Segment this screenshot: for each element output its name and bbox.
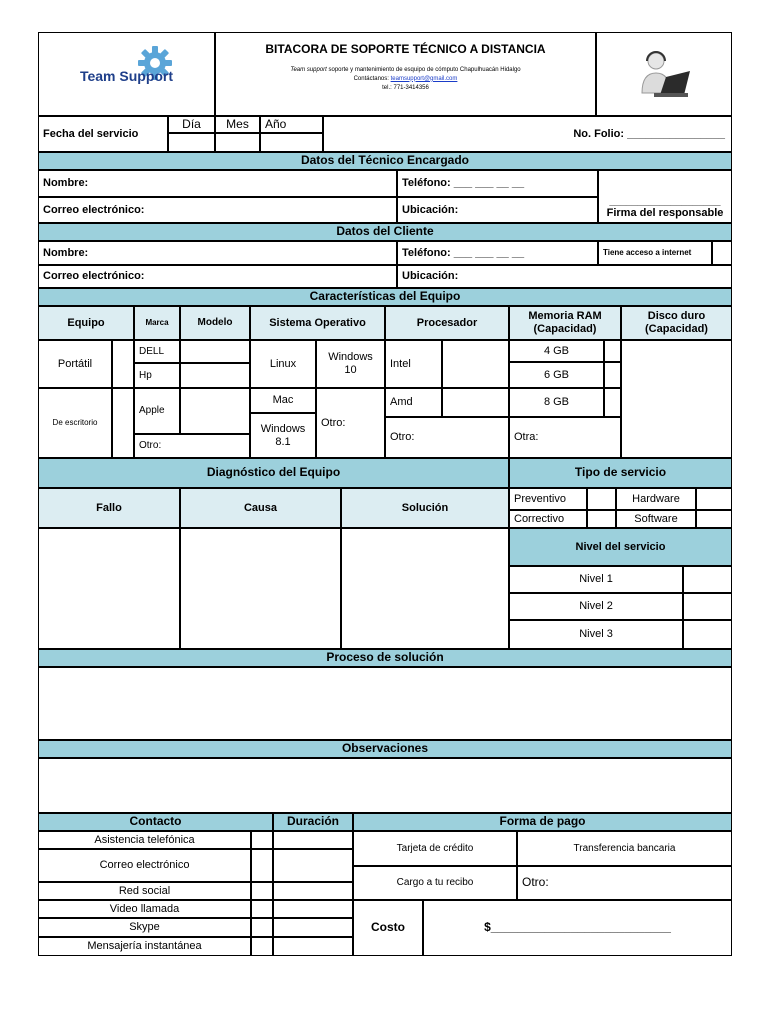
diagnostico-header: Diagnóstico del Equipo [38, 458, 509, 488]
duracion-correo[interactable] [273, 849, 353, 882]
cliente-correo[interactable]: Correo electrónico: [38, 265, 397, 288]
equipo-header: Características del Equipo [38, 288, 732, 306]
pago-cargo[interactable]: Cargo a tu recibo [353, 866, 517, 900]
tipo-software: Software [616, 510, 696, 528]
duracion-video[interactable] [273, 900, 353, 918]
cliente-header: Datos del Cliente [38, 223, 732, 241]
col-so: Sistema Operativo [250, 306, 385, 340]
nivel-1: Nivel 1 [509, 566, 683, 593]
proc-amd: Amd [385, 388, 442, 417]
pago-tarjeta[interactable]: Tarjeta de crédito [353, 831, 517, 866]
mes-label: Mes [215, 116, 260, 133]
pago-header: Forma de pago [353, 813, 732, 831]
cliente-nombre[interactable]: Nombre: [38, 241, 397, 265]
nivel-servicio-header: Nivel del servicio [509, 528, 732, 566]
so-otro[interactable]: Otro: [316, 388, 385, 458]
nivel-3-check[interactable] [683, 620, 732, 649]
anio-field[interactable] [260, 133, 323, 152]
proc-otro[interactable]: Otro: [385, 417, 509, 458]
contacto-telefonica-check[interactable] [251, 831, 273, 849]
escritorio-check[interactable] [112, 388, 134, 458]
pago-otro[interactable]: Otro: [517, 866, 732, 900]
firma-label: Firma del responsable [606, 207, 724, 220]
contacto-mensajeria-check[interactable] [251, 937, 273, 956]
tecnico-telefono[interactable]: Teléfono: ___ ___ __ __ [397, 170, 598, 197]
preventivo-check[interactable] [587, 488, 616, 510]
firma-cell[interactable] [598, 170, 732, 223]
folio-cell [323, 116, 732, 152]
dia-label: Día [168, 116, 215, 133]
support-agent-icon [636, 49, 692, 99]
form-title: BITACORA DE SOPORTE TÉCNICO A DISTANCIA [265, 42, 546, 56]
tipo-correctivo: Correctivo [509, 510, 587, 528]
email-link[interactable]: teamsupport@gmail.com [390, 75, 458, 82]
col-ram: Memoria RAM (Capacidad) [509, 306, 621, 340]
contacto-telefonica: Asistencia telefónica [38, 831, 251, 849]
col-procesador: Procesador [385, 306, 509, 340]
contacto-correo-check[interactable] [251, 849, 273, 882]
support-image-cell [596, 32, 732, 116]
col-equipo: Equipo [38, 306, 134, 340]
ram-otra[interactable]: Otra: [509, 417, 621, 458]
solucion-field[interactable] [341, 528, 509, 649]
fecha-label: Fecha del servicio [38, 116, 168, 152]
title-cell [215, 32, 596, 116]
contacto-video-check[interactable] [251, 900, 273, 918]
col-solucion: Solución [341, 488, 509, 528]
portatil-check[interactable] [112, 340, 134, 388]
disco-field[interactable] [621, 340, 732, 458]
modelo-hp[interactable] [180, 363, 250, 388]
nivel-2: Nivel 2 [509, 593, 683, 620]
proc-intel: Intel [385, 340, 442, 388]
duracion-skype[interactable] [273, 918, 353, 937]
proceso-header: Proceso de solución [38, 649, 732, 667]
costo-field[interactable]: $___________________________ [423, 900, 732, 956]
anio-label: Año [260, 116, 323, 133]
contacto-correo: Correo electrónico [38, 849, 251, 882]
col-modelo: Modelo [180, 306, 250, 340]
contacto-red-social-check[interactable] [251, 882, 273, 900]
duracion-telefonica[interactable] [273, 831, 353, 849]
software-check[interactable] [696, 510, 732, 528]
contact-line [354, 76, 458, 83]
tecnico-ubicacion[interactable]: Ubicación: [397, 197, 598, 223]
phone-line: tel.: 771-3414356 [382, 84, 429, 91]
nivel-1-check[interactable] [683, 566, 732, 593]
ram-6gb: 6 GB [509, 362, 604, 388]
correctivo-check[interactable] [587, 510, 616, 528]
costo-label: Costo [353, 900, 423, 956]
so-windows10: Windows 10 [316, 340, 385, 388]
col-marca: Marca [134, 306, 180, 340]
cliente-ubicacion[interactable]: Ubicación: [397, 265, 732, 288]
col-disco: Disco duro (Capacidad) [621, 306, 732, 340]
contacto-skype-check[interactable] [251, 918, 273, 937]
so-windows81: Windows 8.1 [250, 413, 316, 458]
tipo-servicio-header: Tipo de servicio [509, 458, 732, 488]
modelo-apple[interactable] [180, 388, 250, 434]
marca-hp: Hp [134, 363, 180, 388]
contacto-red-social: Red social [38, 882, 251, 900]
ram-6gb-check[interactable] [604, 362, 621, 388]
nivel-3: Nivel 3 [509, 620, 683, 649]
nivel-2-check[interactable] [683, 593, 732, 620]
hardware-check[interactable] [696, 488, 732, 510]
equipo-portatil: Portátil [38, 340, 112, 388]
tipo-preventivo: Preventivo [509, 488, 587, 510]
internet-check[interactable] [712, 241, 732, 265]
company-line [290, 67, 520, 74]
intel-check[interactable] [442, 340, 509, 388]
contacto-video: Video llamada [38, 900, 251, 918]
so-linux: Linux [250, 340, 316, 388]
folio-label: No. Folio: ________________ [573, 127, 725, 140]
contacto-skype: Skype [38, 918, 251, 937]
proceso-field[interactable] [38, 667, 732, 740]
fallo-field[interactable] [38, 528, 180, 649]
marca-otro[interactable]: Otro: [134, 434, 250, 458]
company-name: Team support [290, 66, 327, 73]
tecnico-nombre[interactable]: Nombre: [38, 170, 397, 197]
ram-8gb: 8 GB [509, 388, 604, 417]
so-mac: Mac [250, 388, 316, 413]
internet-label: Tiene acceso a internet [598, 241, 712, 265]
marca-dell: DELL [134, 340, 180, 363]
tecnico-header: Datos del Técnico Encargado [38, 152, 732, 170]
ram-4gb-check[interactable] [604, 340, 621, 362]
logo-cell [38, 32, 215, 116]
tipo-hardware: Hardware [616, 488, 696, 510]
cliente-telefono[interactable]: Teléfono: ___ ___ __ __ [397, 241, 598, 265]
modelo-dell[interactable] [180, 340, 250, 363]
observaciones-field[interactable] [38, 758, 732, 813]
pago-transferencia[interactable]: Transferencia bancaria [517, 831, 732, 866]
contacto-header: Contacto [38, 813, 273, 831]
firma-line: ____________________ [609, 195, 721, 207]
tecnico-correo[interactable]: Correo electrónico: [38, 197, 397, 223]
duracion-red-social[interactable] [273, 882, 353, 900]
logo-text: Team Support [79, 67, 174, 84]
ram-4gb: 4 GB [509, 340, 604, 362]
ram-8gb-check[interactable] [604, 388, 621, 417]
amd-check[interactable] [442, 388, 509, 417]
equipo-escritorio: De escritorio [38, 388, 112, 458]
causa-field[interactable] [180, 528, 341, 649]
col-causa: Causa [180, 488, 341, 528]
marca-apple: Apple [134, 388, 180, 434]
observaciones-header: Observaciones [38, 740, 732, 758]
mes-field[interactable] [215, 133, 260, 152]
duracion-mensajeria[interactable] [273, 937, 353, 956]
dia-field[interactable] [168, 133, 215, 152]
company-desc: soporte y mantenimiento de esquipo de cómputo Chapulhuacán Hidalgo [326, 66, 521, 73]
col-fallo: Fallo [38, 488, 180, 528]
contacto-mensajeria: Mensajería instantánea [38, 937, 251, 956]
duracion-header: Duración [273, 813, 353, 831]
contact-label: Contáctanos: [353, 75, 391, 82]
